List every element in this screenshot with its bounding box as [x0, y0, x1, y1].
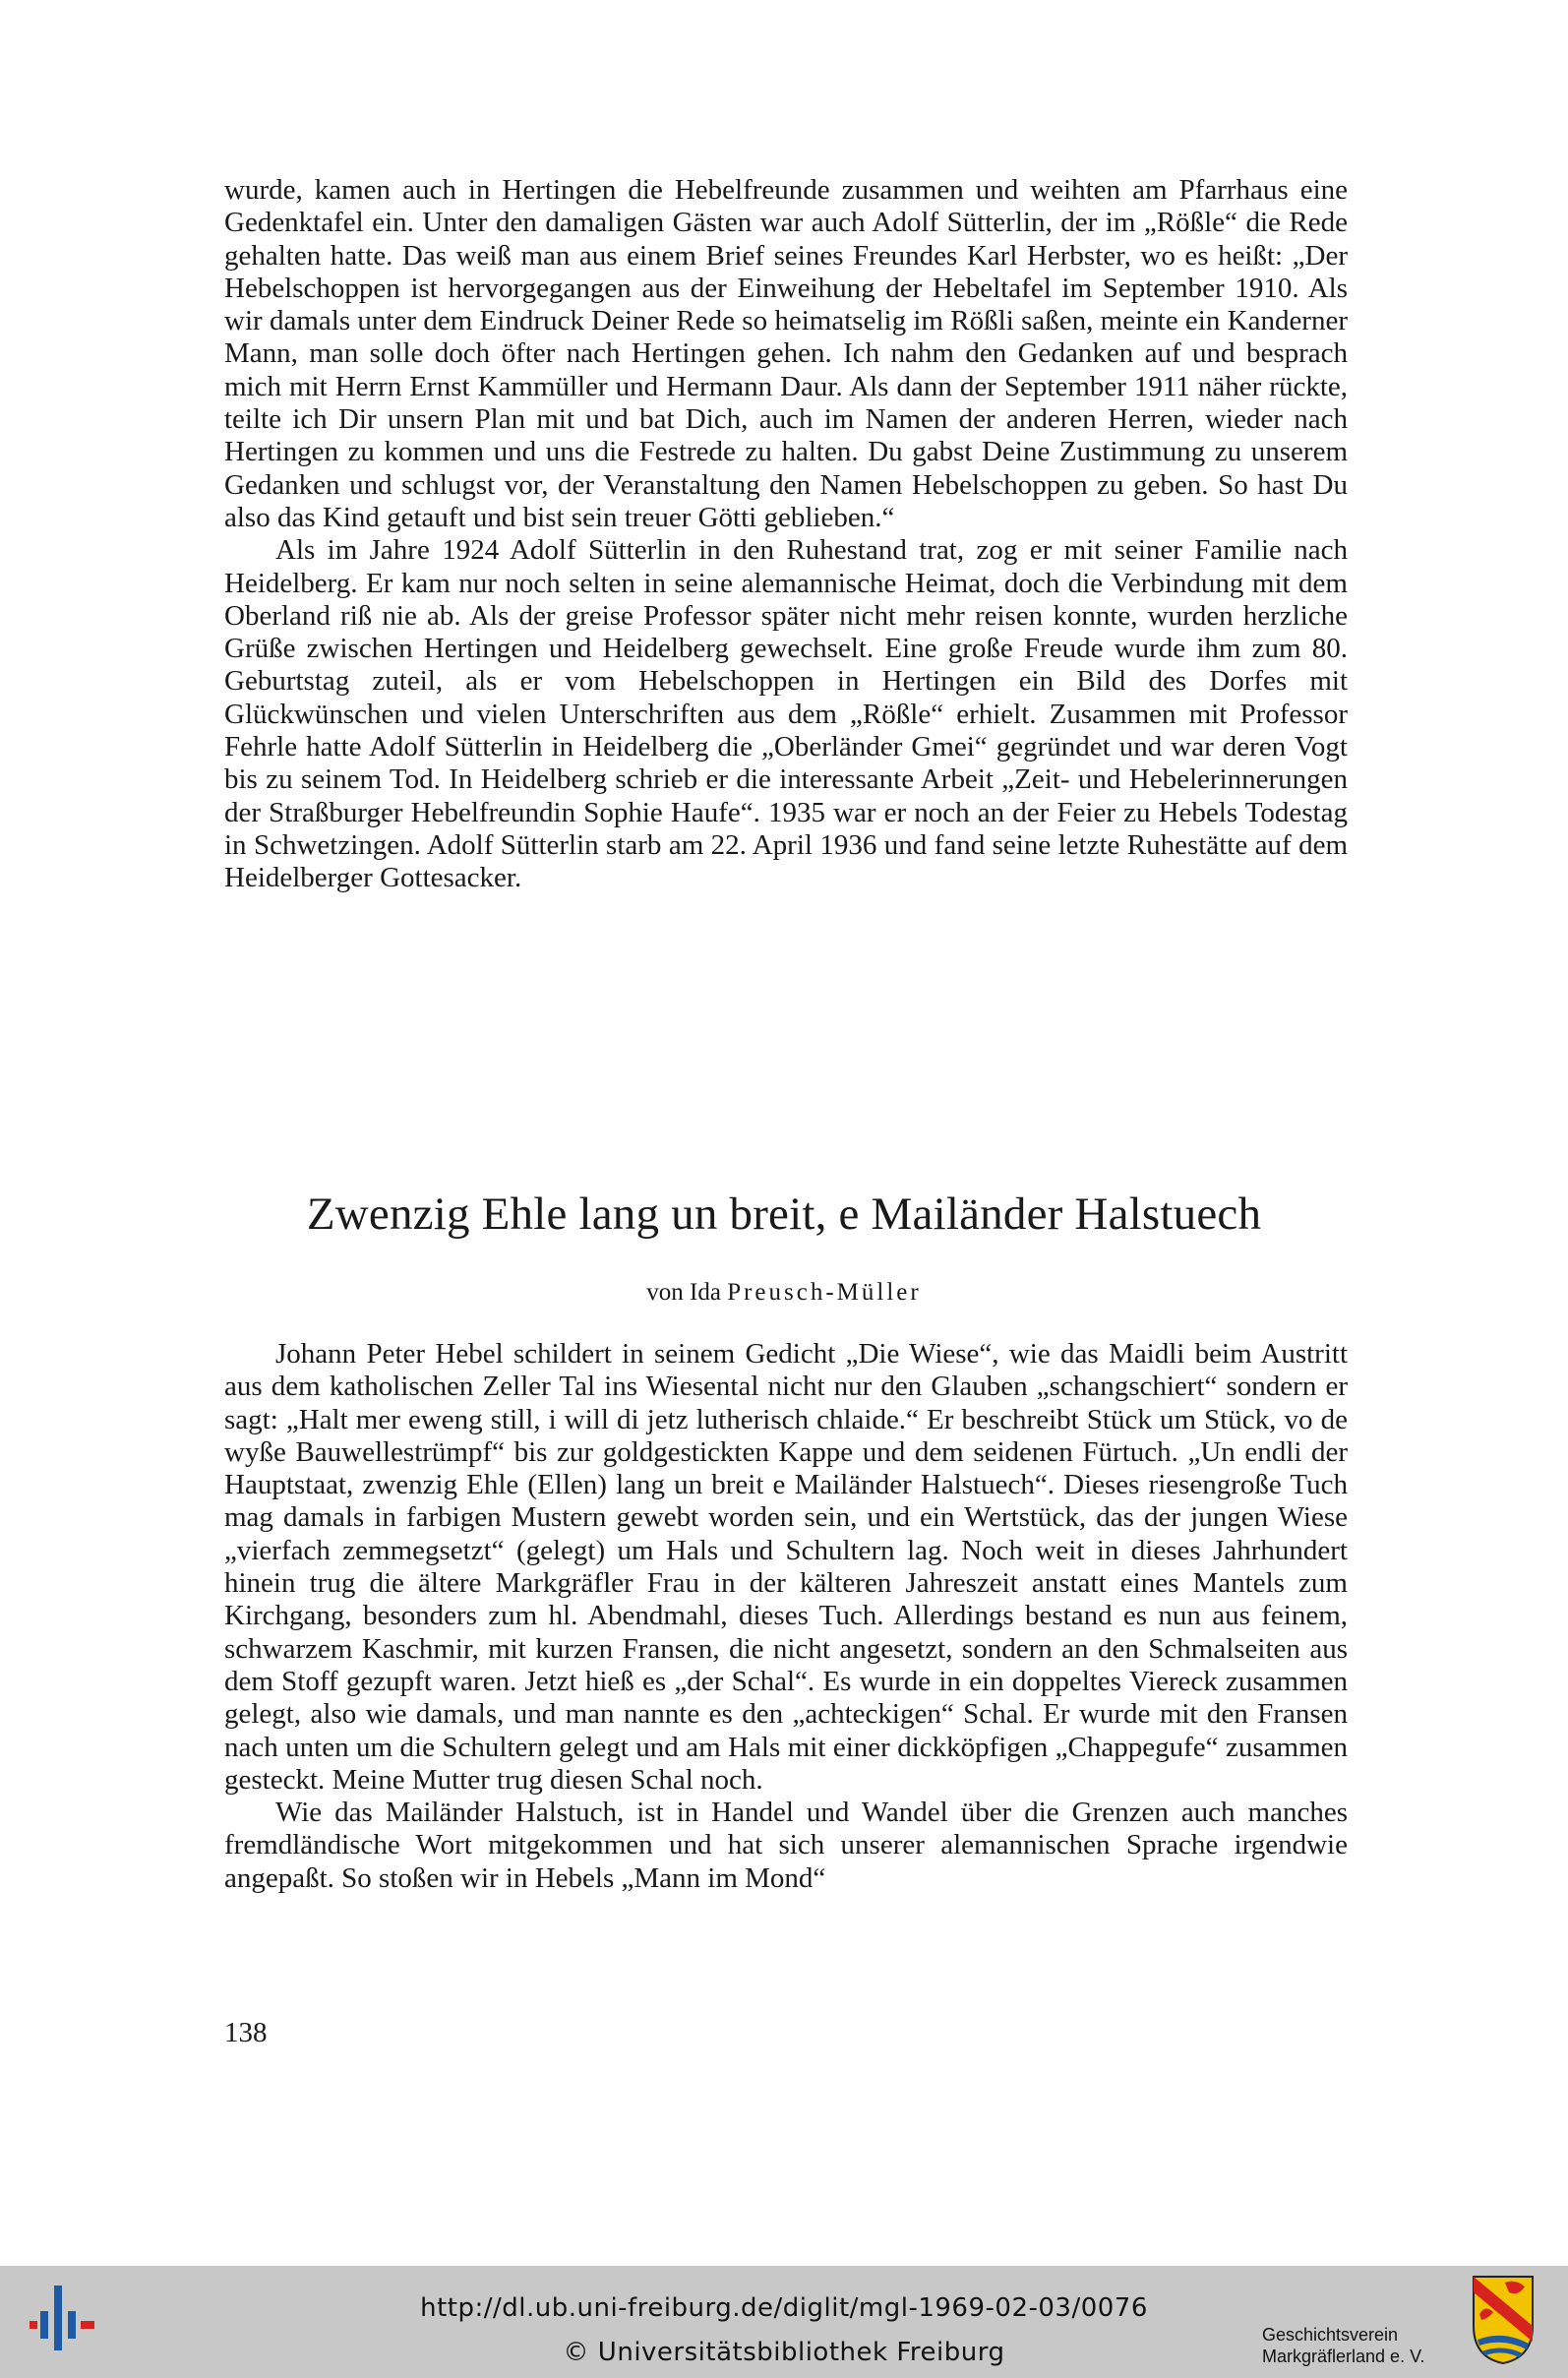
copyright-notice: © Universitätsbibliothek Freiburg	[563, 2338, 1005, 2367]
author-name: Preusch-Müller	[727, 1279, 922, 1306]
paragraph: wurde, kamen auch in Hertingen die Hebelfreunde zusammen und weihten am Pfarrhaus eine Gedenktafel ein. Unter den damaligen Gästen war auch Adolf Sütterlin, der im „Rößle“ die Rede gehalten hatte. Das weiß man aus einem Brief seines Freundes Karl Herbster, wo es heißt: „Der Hebelschoppen ist hervorgegangen aus der Einweihung der Hebeltafel im September 1910. Als wir damals unter dem Eindruck Deiner Rede so heimatselig im Rößli saßen, meinte ein Kanderner Mann, man solle doch öfter nach Hertingen gehen. Ich nahm den Gedanken auf und besprach mich mit Herrn Ernst Kammüller und Hermann Daur. Als dann der September 1911 näher rückte, teilte ich Dir unsern Plan mit und bat Dich, auch im Namen der anderen Herren, wieder nach Hertingen zu kommen und uns die Festrede zu halten. Du gabst Deine Zustimmung zu unserem Gedanken und schlugst vor, der Veranstaltung den Namen Hebelschoppen zu geben. So hast Du also das Kind getauft und bist sein treuer Götti geblieben.“	[224, 174, 1348, 533]
society-name	[1262, 2324, 1469, 2367]
paragraph: Als im Jahre 1924 Adolf Sütterlin in den Ruhestand trat, zog er mit seiner Familie nach Heidelberg. Er kam nur noch selten in seine alemannische Heimat, doch die Verbindung mit dem Oberland riß nie ab. Als der greise Professor später nicht mehr reisen konnte, wurden herzliche Grüße zwischen Hertingen und Heidelberg gewechselt. Eine große Freude wurde ihm zum 80. Geburtstag zuteil, als er vom Hebelschoppen in Hertingen ein Bild des Dorfes mit Glückwünschen und vielen Unterschriften aus dem „Rößle“ erhielt. Zusammen mit Professor Fehrle hatte Adolf Sütterlin in Heidelberg die „Oberländer Gmei“ gegründet und war deren Vogt bis zu seinem Tod. In Heidelberg schrieb er die interessante Arbeit „Zeit- und Hebelerinnerungen der Straßburger Hebelfreundin Sophie Haufe“. 1935 war er noch an der Feier zu Hebels Todestag in Schwetzingen. Adolf Sütterlin starb am 22. April 1936 und fand seine letzte Ruhestätte auf dem Heidelberger Gottesacker.	[224, 534, 1348, 894]
article-body	[224, 1338, 1348, 1895]
document-url-link[interactable]: http://dl.ub.uni-freiburg.de/diglit/mgl-1969-02-03/0076	[420, 2293, 1148, 2323]
paragraph: Wie das Mailänder Halstuch, ist in Handel und Wandel über die Grenzen auch manches fremdländische Wort mitgekommen und hat sich unserer alemannischen Sprache irgendwie angepaßt. So stoßen wir in Hebels „Mann im Mond“	[224, 1797, 1348, 1894]
byline	[0, 1279, 1568, 1307]
society-name-line: Geschichtsverein	[1262, 2325, 1399, 2345]
page-number: 138	[224, 2017, 268, 2048]
article-title: Zwenzig Ehle lang un breit, e Mailänder Halstuech	[306, 1189, 1262, 1240]
previous-article-text	[224, 174, 1348, 895]
society-name-line: Markgräflerland e. V.	[1262, 2347, 1425, 2366]
paragraph: Johann Peter Hebel schildert in seinem Gedicht „Die Wiese“, wie das Maidli beim Austritt aus dem katholischen Zeller Tal ins Wiesental nicht nur den Glauben „schangschiert“ sondern er sagt: „Halt mer eweng still, i will di jetz lutherisch chlaide.“ Er beschreibt Stück um Stück, vo de wyße Bauwellestrümpf“ bis zur goldgestickten Kappe und dem seidenen Fürtuch. „Un endli der Hauptstaat, zwenzig Ehle (Ellen) lang un breit e Mailänder Halstuech“. Dieses riesengroße Tuch mag damals in farbigen Mustern gewebt worden sein, und ein Wertstück, das der jungen Wiese „vierfach zemmegsetzt“ (gelegt) um Hals und Schultern lag. Noch weit in dieses Jahrhundert hinein trug die ältere Markgräfler Frau in der kälteren Jahreszeit anstatt eines Mantels zum Kirchgang, besonders zum hl. Abendmahl, dieses Tuch. Allerdings bestand es nun aus feinem, schwarzem Kaschmir, mit kurzen Fransen, die nicht angesetzt, sondern an den Schmalseiten aus dem Stoff gezupft waren. Jetzt hieß es „der Schal“. Es wurde in ein doppeltes Viereck zusammen gelegt, also wie damals, und man nannte es den „achteckigen“ Schal. Er wurde mit den Fransen nach unten um die Schultern gelegt und am Hals mit einer dickköpfigen „Chappegufe“ zusammen gesteckt. Meine Mutter trug diesen Schal noch.	[224, 1338, 1348, 1796]
byline-prefix: von Ida	[646, 1279, 721, 1306]
coat-of-arms-icon	[1472, 2275, 1535, 2365]
